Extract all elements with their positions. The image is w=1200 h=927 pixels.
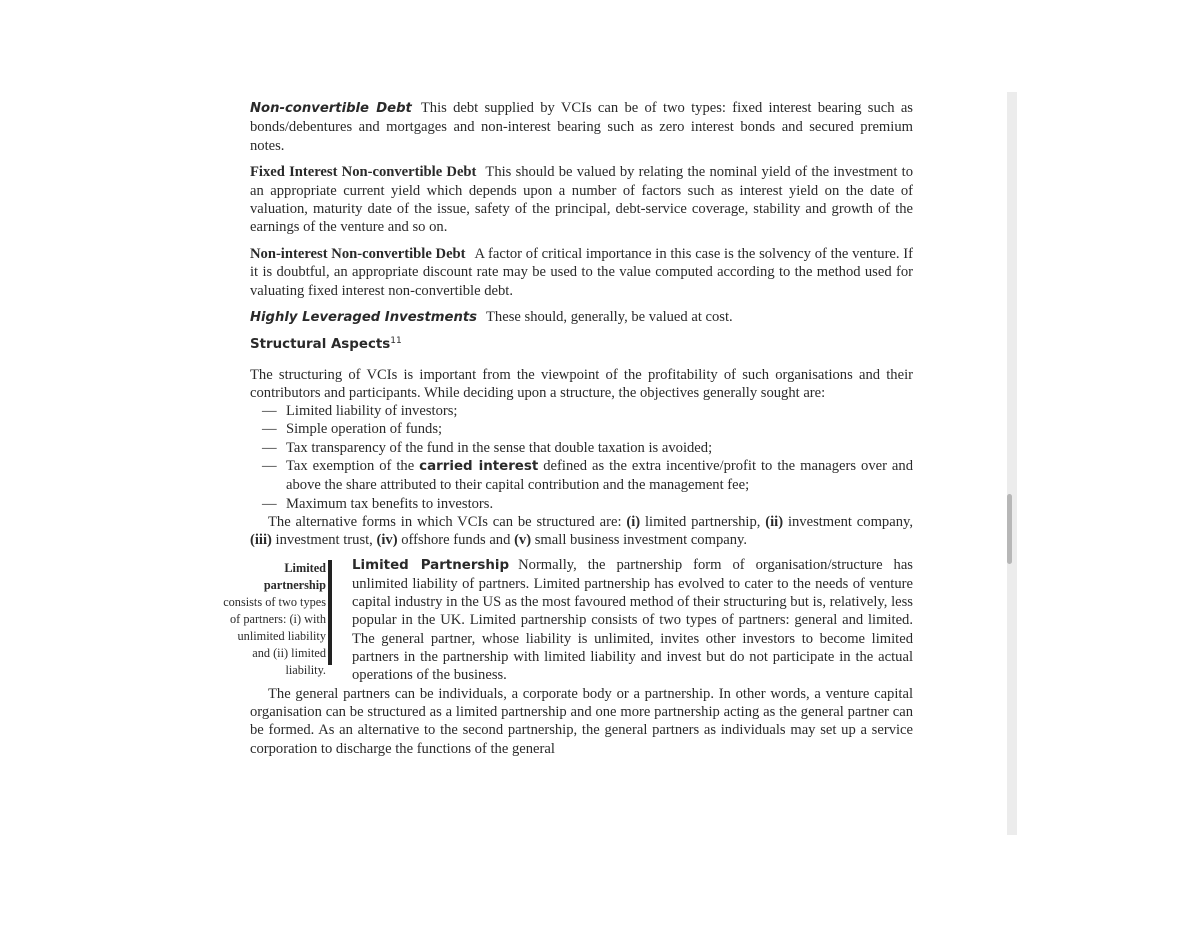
run-in-heading: Fixed Interest Non-convertible Debt [250, 164, 477, 181]
margin-note-rule [328, 560, 332, 665]
objectives-list [250, 402, 913, 513]
margin-note [222, 560, 328, 680]
paragraph-highly-leveraged [250, 308, 913, 327]
scrollbar-track[interactable] [1007, 92, 1017, 835]
section-heading [250, 336, 913, 354]
list-item: — Simple operation of funds; [262, 421, 443, 438]
paragraph-limited-partnership [352, 556, 913, 685]
list-item: — Maximum tax benefits to investors. [262, 495, 494, 512]
paragraph-text: A factor of critical importance in this case is the solvency of the venture. If it is doubtful, an appropriate discount rate may be used to the value computed according to the method used for valuating fixed interest non-convertible debt. [250, 246, 914, 299]
list-item: — Tax exemption of the carried interest defined as the extra incentive/profit to the managers over and above the share attributed to their capital contribution and the management fee; [262, 458, 913, 494]
limited-partnership-block [223, 556, 913, 685]
scrollbar-thumb[interactable] [1007, 494, 1012, 564]
term-carried-interest: carried interest [419, 459, 539, 475]
margin-note-term: Limited partnership [263, 560, 326, 592]
section-title: Structural Aspects [250, 337, 391, 353]
paragraph-non-convertible-debt [250, 99, 913, 155]
run-in-heading: Limited Partnership [352, 557, 510, 573]
paragraph-general-partners: The general partners can be individuals, a corporate body or a partnership. In other words, a venture capital organisation can be structured as a limited partnership and one more partnership acting as the general partner can be formed. As an alternative to the second partnership, the general partners as individuals may set up a service corporation to discharge the functions of the general [250, 685, 913, 757]
paragraph-text: This should be valued by relating the nominal yield of the investment to an appropriate current yield which depends upon a number of factors such as interest yield on the date of valuation, maturity date of the issue, safety of the principal, debt-service coverage, stability and growth of the earnings of the venture and so on. [250, 164, 913, 236]
list-item: — Limited liability of investors; [262, 403, 458, 420]
paragraph-fixed-interest-debt [250, 163, 913, 236]
paragraph-text: This debt supplied by VCIs can be of two types: fixed interest bearing such as bonds/debentures and mortgages and non-interest bearing such as zero interest bonds and secured premium notes. [250, 100, 913, 154]
run-in-heading: Highly Leveraged Investments [250, 310, 478, 326]
run-in-heading: Non-interest Non-convertible Debt [250, 246, 466, 263]
paragraph-text: Normally, the partnership form of organisation/structure has unlimited liability of partners. Limited partnership has evolved to cater to the needs of venture capital industry in the US as the most favoured method of their structuring but is, relatively, less popular in the UK. Limited partnership consists of two types of partners: general and limited. The general partner, whose liability is unlimited, invites other investors to become limited partners in the partnership with limited liability and invest but do not participate in the actual operations of the business. [352, 556, 913, 684]
paragraph-text: These should, generally, be valued at cost. [486, 309, 733, 326]
run-in-heading: Non-convertible Debt [250, 101, 412, 116]
alternative-forms-paragraph: The alternative forms in which VCIs can be structured are: (i) limited partnership, (ii) investment company, (iii) investment trust, (iv) offshore funds and (v) small business investment company. [250, 513, 913, 549]
document-page [223, 99, 914, 758]
footnote-marker: 11 [390, 336, 402, 347]
margin-note-text: consists of two types of partners: (i) with unlimited liability and (ii) limited liability. [223, 594, 326, 678]
paragraph-non-interest-debt [250, 245, 913, 300]
intro-paragraph: The structuring of VCIs is important from the viewpoint of the profitability of such organisations and their contributors and participants. While deciding upon a structure, the objectives generally sought are: [250, 366, 913, 401]
list-item: — Tax transparency of the fund in the sense that double taxation is avoided; [262, 439, 713, 456]
